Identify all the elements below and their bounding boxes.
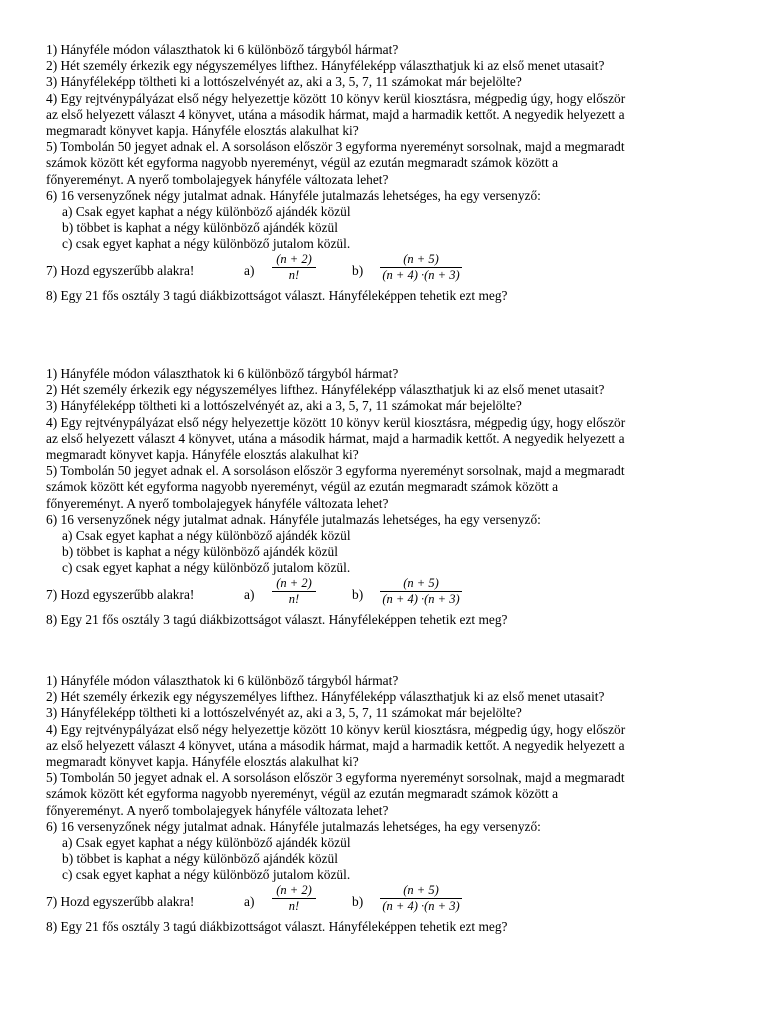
question-5-line-1: 5) Tombolán 50 jegyet adnak el. A sorsoláson először 3 egyforma nyereményt sorsolnak, majd a megmaradt xyxy=(46,139,625,155)
question-7-text: 7) Hozd egyszerűbb alakra! xyxy=(46,263,195,279)
question-3: 3) Hányféleképp töltheti ki a lottószelvényét az, aki a 3, 5, 7, 11 számokat már bejelölte? xyxy=(46,74,522,90)
fraction-a xyxy=(272,576,316,607)
question-6c: c) csak egyet kaphat a négy különböző jutalom közül. xyxy=(62,560,351,576)
question-7b-label: b) xyxy=(352,263,364,279)
worksheet-copy-2 xyxy=(46,366,736,629)
question-8: 8) Egy 21 fős osztály 3 tagú diákbizottságot választ. Hányféleképpen tehetik ezt meg? xyxy=(46,612,508,628)
question-5-line-3: főnyereményt. A nyerő tombolajegyek hányféle változata lehet? xyxy=(46,802,389,818)
question-3: 3) Hányféleképp töltheti ki a lottószelvényét az, aki a 3, 5, 7, 11 számokat már bejelölte? xyxy=(46,705,522,721)
question-4-line-3: megmaradt könyvet kapja. Hányféle elosztás alakulhat ki? xyxy=(46,446,359,462)
question-2: 2) Hét személy érkezik egy négyszemélyes lifthez. Hányféleképp választhatjuk ki az első menet utasait? xyxy=(46,58,605,74)
question-2: 2) Hét személy érkezik egy négyszemélyes lifthez. Hányféleképp választhatjuk ki az első menet utasait? xyxy=(46,382,605,398)
fraction-b-denominator: (n + 4) ·(n + 3) xyxy=(382,268,460,283)
question-6b: b) többet is kaphat a négy különböző ajándék közül xyxy=(62,544,338,560)
fraction-b-numerator: (n + 5) xyxy=(403,576,439,591)
question-7b-label: b) xyxy=(352,894,364,910)
question-7 xyxy=(46,252,736,288)
fraction-b-denominator: (n + 4) ·(n + 3) xyxy=(382,592,460,607)
question-5-line-3: főnyereményt. A nyerő tombolajegyek hányféle változata lehet? xyxy=(46,495,389,511)
question-7 xyxy=(46,883,736,919)
question-7a-label: a) xyxy=(244,587,255,603)
question-6b: b) többet is kaphat a négy különböző ajándék közül xyxy=(62,851,338,867)
question-4-line-1: 4) Egy rejtvénypályázat első négy helyezettje között 10 könyv kerül kiosztásra, mégpedig úgy, hogy először xyxy=(46,414,626,430)
question-6c: c) csak egyet kaphat a négy különböző jutalom közül. xyxy=(62,236,351,252)
worksheet-copy-1 xyxy=(46,42,736,305)
question-1: 1) Hányféle módon választhatok ki 6 különböző tárgyból hármat? xyxy=(46,42,399,57)
fraction-a-numerator: (n + 2) xyxy=(276,883,312,898)
question-5-line-2: számok között két egyforma nagyobb nyereményt, végül az ezután megmaradt számok között a xyxy=(46,786,559,802)
question-6a: a) Csak egyet kaphat a négy különböző ajándék közül xyxy=(62,834,351,850)
question-7b-label: b) xyxy=(352,587,364,603)
question-4-line-1: 4) Egy rejtvénypályázat első négy helyezettje között 10 könyv kerül kiosztásra, mégpedig úgy, hogy először xyxy=(46,90,626,106)
question-5-line-3: főnyereményt. A nyerő tombolajegyek hányféle változata lehet? xyxy=(46,171,389,187)
question-6c: c) csak egyet kaphat a négy különböző jutalom közül. xyxy=(62,867,351,883)
worksheet-copy-3 xyxy=(46,673,736,936)
question-8: 8) Egy 21 fős osztály 3 tagú diákbizottságot választ. Hányféleképpen tehetik ezt meg? xyxy=(46,288,508,304)
question-5-line-2: számok között két egyforma nagyobb nyereményt, végül az ezután megmaradt számok között a xyxy=(46,155,559,171)
question-1: 1) Hányféle módon választhatok ki 6 különböző tárgyból hármat? xyxy=(46,673,399,688)
question-7 xyxy=(46,576,736,612)
question-5-line-1: 5) Tombolán 50 jegyet adnak el. A sorsoláson először 3 egyforma nyereményt sorsolnak, majd a megmaradt xyxy=(46,770,625,786)
question-7a-label: a) xyxy=(244,894,255,910)
fraction-a-numerator: (n + 2) xyxy=(276,252,312,267)
question-6a: a) Csak egyet kaphat a négy különböző ajándék közül xyxy=(62,527,351,543)
question-3: 3) Hányféleképp töltheti ki a lottószelvényét az, aki a 3, 5, 7, 11 számokat már bejelölte? xyxy=(46,398,522,414)
question-5-line-1: 5) Tombolán 50 jegyet adnak el. A sorsoláson először 3 egyforma nyereményt sorsolnak, majd a megmaradt xyxy=(46,463,625,479)
question-6: 6) 16 versenyzőnek négy jutalmat adnak. Hányféle jutalmazás lehetséges, ha egy versenyző: xyxy=(46,187,541,203)
question-6: 6) 16 versenyzőnek négy jutalmat adnak. Hányféle jutalmazás lehetséges, ha egy versenyző: xyxy=(46,818,541,834)
question-4-line-2: az első helyezett választ 4 könyvet, utána a második hármat, majd a harmadik kettőt. A negyedik helyezett a xyxy=(46,106,625,122)
fraction-a-denominator: n! xyxy=(288,268,300,283)
fraction-a-numerator: (n + 2) xyxy=(276,576,312,591)
fraction-a xyxy=(272,883,316,914)
question-6a: a) Csak egyet kaphat a négy különböző ajándék közül xyxy=(62,203,351,219)
fraction-b-denominator: (n + 4) ·(n + 3) xyxy=(382,899,460,914)
fraction-a xyxy=(272,252,316,283)
fraction-a-denominator: n! xyxy=(288,899,300,914)
fraction-b-numerator: (n + 5) xyxy=(403,883,439,898)
question-1: 1) Hányféle módon választhatok ki 6 különböző tárgyból hármat? xyxy=(46,366,399,381)
fraction-b xyxy=(380,883,462,914)
fraction-b-numerator: (n + 5) xyxy=(403,252,439,267)
question-6: 6) 16 versenyzőnek négy jutalmat adnak. Hányféle jutalmazás lehetséges, ha egy versenyző: xyxy=(46,511,541,527)
question-6b: b) többet is kaphat a négy különböző ajándék közül xyxy=(62,220,338,236)
fraction-b xyxy=(380,252,462,283)
question-7-text: 7) Hozd egyszerűbb alakra! xyxy=(46,894,195,910)
question-5-line-2: számok között két egyforma nagyobb nyereményt, végül az ezután megmaradt számok között a xyxy=(46,479,559,495)
question-7-text: 7) Hozd egyszerűbb alakra! xyxy=(46,587,195,603)
question-8: 8) Egy 21 fős osztály 3 tagú diákbizottságot választ. Hányféleképpen tehetik ezt meg? xyxy=(46,919,508,935)
question-4-line-2: az első helyezett választ 4 könyvet, utána a második hármat, majd a harmadik kettőt. A negyedik helyezett a xyxy=(46,430,625,446)
question-4-line-2: az első helyezett választ 4 könyvet, utána a második hármat, majd a harmadik kettőt. A negyedik helyezett a xyxy=(46,737,625,753)
question-2: 2) Hét személy érkezik egy négyszemélyes lifthez. Hányféleképp választhatjuk ki az első menet utasait? xyxy=(46,689,605,705)
question-4-line-3: megmaradt könyvet kapja. Hányféle elosztás alakulhat ki? xyxy=(46,122,359,138)
question-4-line-3: megmaradt könyvet kapja. Hányféle elosztás alakulhat ki? xyxy=(46,753,359,769)
fraction-b xyxy=(380,576,462,607)
question-4-line-1: 4) Egy rejtvénypályázat első négy helyezettje között 10 könyv kerül kiosztásra, mégpedig úgy, hogy először xyxy=(46,721,626,737)
fraction-a-denominator: n! xyxy=(288,592,300,607)
question-7a-label: a) xyxy=(244,263,255,279)
